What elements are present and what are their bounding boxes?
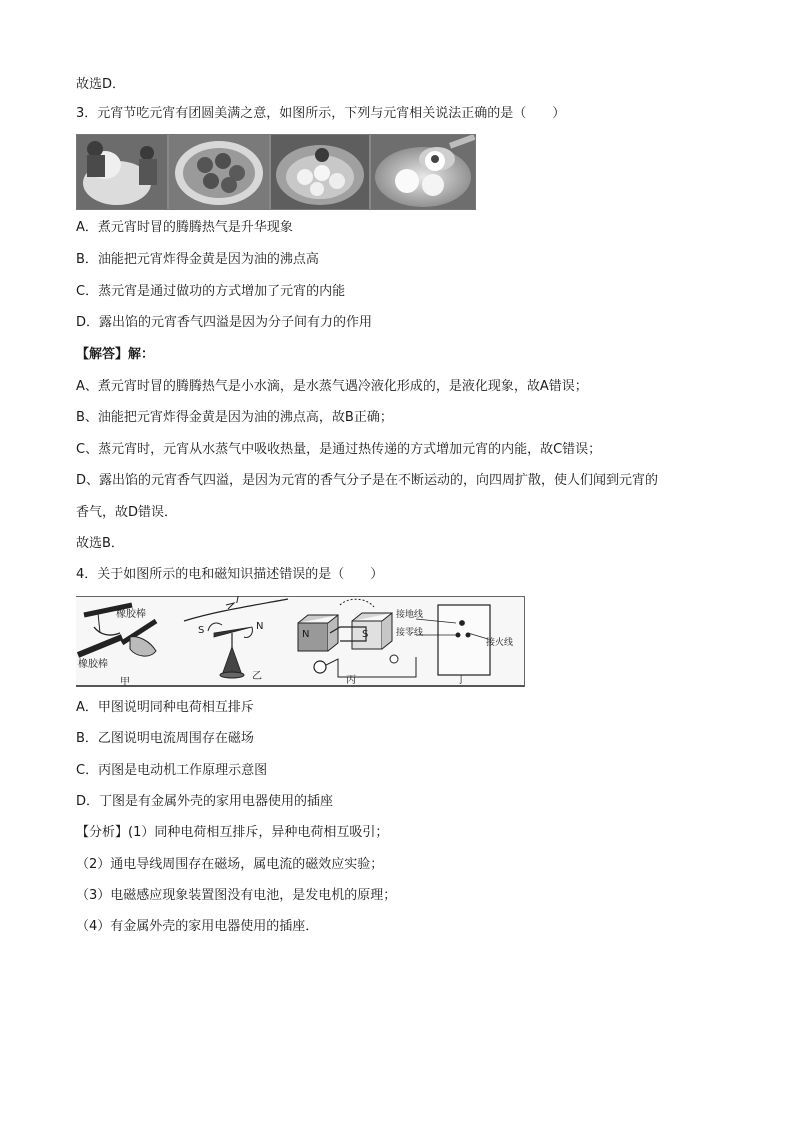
question-4-option-d: D．丁图是有金属外壳的家用电器使用的插座 [76, 794, 334, 809]
question-4-option-a: A．甲图说明同种电荷相互排斥 [76, 700, 254, 715]
answer-a: A、煮元宵时冒的腾腾热气是小水滴，是水蒸气遇冷液化形成的，是液化现象，故A错误； [76, 379, 588, 394]
figure-yi-s-label: S [198, 625, 205, 636]
photo-steamed-pot [271, 135, 369, 209]
question-4-stem: 4．关于如图所示的电和磁知识描述错误的是（ ） [76, 567, 384, 582]
figure-jia-top-label: 橡胶棒 [116, 609, 146, 620]
question-3-photos [76, 134, 476, 210]
figure-ding-earth-label: 接地线 [396, 610, 424, 620]
figure-ding-socket [416, 605, 490, 675]
photo-fried-plate [169, 135, 269, 209]
analysis-point-2: （2）通电导线周围存在磁场，属电流的磁效应实验； [76, 857, 384, 872]
analysis-point-3: （3）电磁感应现象装置图没有电池，是发电机的原理； [76, 888, 397, 903]
question-3-conclusion: 故选B． [76, 536, 124, 551]
figure-jia-bottom-label: 橡胶棒 [78, 659, 108, 670]
figure-yi-current-label: I [236, 595, 239, 606]
figure-ding-caption: 丁 [456, 675, 466, 686]
analysis-point-4: （4）有金属外壳的家用电器使用的插座． [76, 919, 319, 934]
figure-bing-n-label: N [302, 629, 310, 640]
figure-bing-caption: 丙 [346, 675, 356, 686]
figure-yi-compass [184, 599, 288, 678]
question-3-stem: 3．元宵节吃元宵有团圆美满之意，如图所示，下列与元宵相关说法正确的是（ ） [76, 106, 566, 121]
photo-boiling-steam [77, 135, 167, 209]
figure-ding-neutral-label: 接零线 [396, 628, 424, 638]
answer-d-line-2: 香气，故D错误． [76, 505, 178, 520]
question-4-option-c: C．丙图是电动机工作原理示意图 [76, 763, 268, 778]
question-3-option-c: C．蒸元宵是通过做功的方式增加了元宵的内能 [76, 284, 346, 299]
figure-yi-caption: 乙 [252, 671, 262, 682]
figure-jia-caption: 甲 [120, 677, 130, 688]
previous-conclusion: 故选D． [76, 77, 126, 92]
figure-bing-s-label: S [362, 629, 369, 640]
figure-ding-live-label: 接火线 [486, 638, 514, 648]
answer-c: C、蒸元宵时，元宵从水蒸气中吸收热量，是通过热传递的方式增加元宵的内能，故C错误； [76, 442, 602, 457]
answer-title: 【解答】解： [76, 347, 155, 362]
question-3-option-b: B．油能把元宵炸得金黄是因为油的沸点高 [76, 252, 319, 267]
question-4-figure [76, 596, 525, 687]
analysis-point-1: 【分析】(1）同种电荷相互排斥，异种电荷相互吸引； [76, 825, 389, 840]
figure-yi-n-label: N [256, 621, 264, 632]
question-3-option-d: D．露出馅的元宵香气四溢是因为分子间有力的作用 [76, 315, 373, 330]
answer-b: B、油能把元宵炸得金黄是因为油的沸点高，故B正确； [76, 410, 393, 425]
question-3-option-a: A．煮元宵时冒的腾腾热气是升华现象 [76, 220, 293, 235]
photo-bowl-spoon [371, 135, 475, 209]
answer-d-line-1: D、露出馅的元宵香气四溢，是因为元宵的香气分子是在不断运动的，向四周扩散，使人们闻到元宵的 [76, 473, 659, 488]
question-4-option-b: B．乙图说明电流周围存在磁场 [76, 731, 254, 746]
